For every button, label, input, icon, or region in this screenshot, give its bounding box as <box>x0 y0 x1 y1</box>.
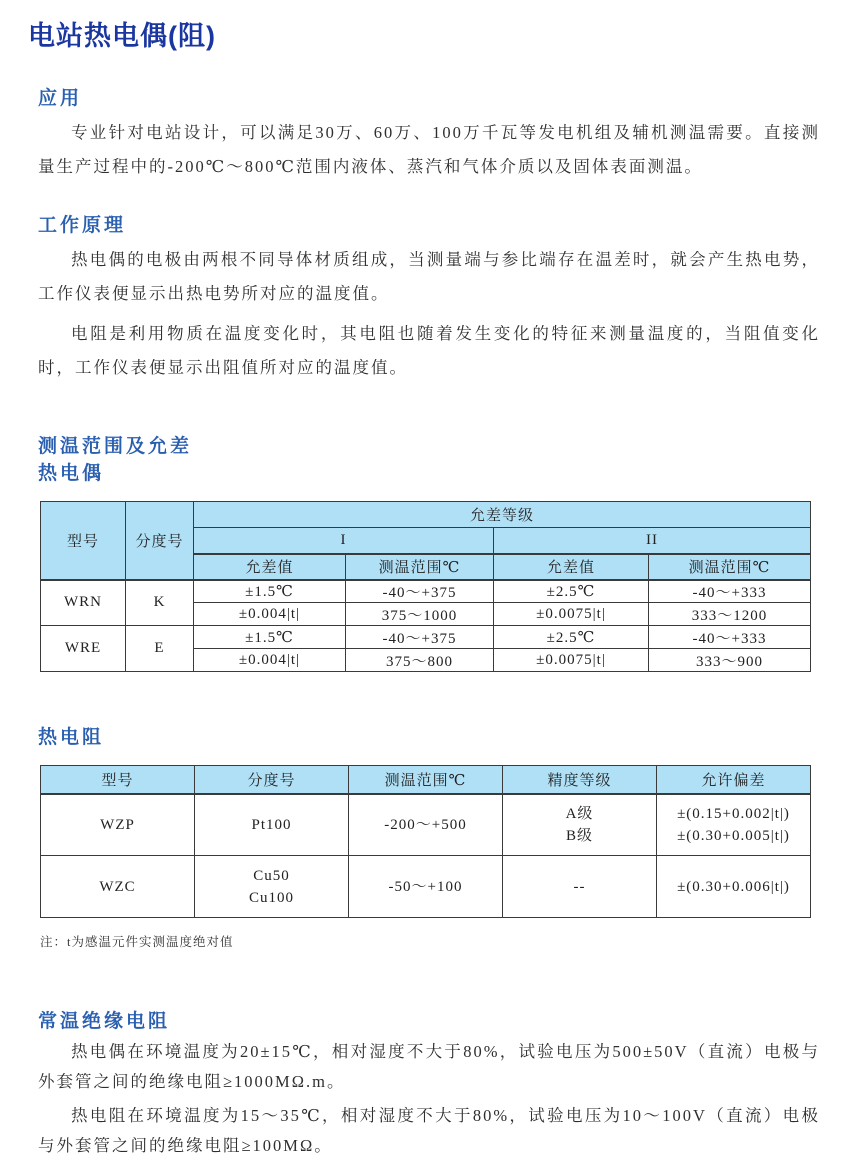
cell-value: -40～+375 <box>346 580 494 603</box>
cell-value: ±2.5℃ <box>494 626 649 649</box>
cell-value: ±2.5℃ <box>494 580 649 603</box>
col-header-class-II: II <box>494 528 811 554</box>
col-header-accuracy-class: 精度等级 <box>503 766 657 794</box>
cell-value: ±0.004|t| <box>194 649 346 672</box>
col-header-temp-range-II: 测温范围℃ <box>649 554 811 580</box>
cell-line: B级 <box>565 827 593 844</box>
cell-value: 375～1000 <box>346 603 494 626</box>
cell-deviation: ±(0.30+0.006|t|) <box>657 856 811 918</box>
cell-model-wre: WRE <box>41 626 126 672</box>
cell-model-wrn: WRN <box>41 580 126 626</box>
col-header-temp-range: 测温范围℃ <box>349 766 503 794</box>
insulation-paragraph-thermocouple: 热电偶在环境温度为20±15℃，相对湿度不大于80%，试验电压为500±50V（直流）电极与外套管之间的绝缘电阻≥1000MΩ.m。 <box>38 1042 820 1091</box>
cell-graduation: Pt100 <box>195 794 349 856</box>
cell-model-wzc: WZC <box>41 856 195 918</box>
col-header-model: 型号 <box>41 502 126 580</box>
principle-paragraph-resistance: 电阻是利用物质在温度变化时，其电阻也随着发生变化的特征来测量温度的，当阻值变化时，工作仪表便显示出阻值所对应的温度值。 <box>38 324 820 377</box>
cell-range: -50～+100 <box>349 856 503 918</box>
cell-value: -40～+333 <box>649 626 811 649</box>
section-heading-range-tolerance: 测温范围及允差 <box>38 436 193 457</box>
cell-value: ±1.5℃ <box>194 626 346 649</box>
col-header-model: 型号 <box>41 766 195 794</box>
cell-line: Cu50 <box>253 867 290 884</box>
table-row <box>41 856 811 918</box>
rtd-table <box>40 765 811 918</box>
cell-value: 333～900 <box>649 649 811 672</box>
cell-line: ±(0.15+0.002|t|) <box>677 805 790 822</box>
col-header-graduation: 分度号 <box>195 766 349 794</box>
table-row <box>41 794 811 856</box>
col-header-class-I: I <box>194 528 494 554</box>
cell-range: -200～+500 <box>349 794 503 856</box>
cell-deviation <box>657 794 811 856</box>
cell-line: A级 <box>565 805 594 822</box>
subheading-thermocouple: 热电偶 <box>38 463 105 484</box>
cell-value: 333～1200 <box>649 603 811 626</box>
cell-graduation-e: E <box>126 626 194 672</box>
cell-value: 375～800 <box>346 649 494 672</box>
table-row <box>41 580 811 603</box>
cell-graduation <box>195 856 349 918</box>
col-header-allowed-deviation: 允许偏差 <box>657 766 811 794</box>
cell-value: ±0.0075|t| <box>494 649 649 672</box>
cell-value: ±1.5℃ <box>194 580 346 603</box>
col-header-tolerance-class: 允差等级 <box>194 502 811 528</box>
cell-line: ±(0.30+0.005|t|) <box>677 827 790 844</box>
table-row <box>41 626 811 649</box>
section-heading-principle: 工作原理 <box>38 215 127 236</box>
col-header-graduation: 分度号 <box>126 502 194 580</box>
cell-line: Cu100 <box>248 889 294 906</box>
insulation-paragraph-rtd: 热电阻在环境温度为15～35℃，相对湿度不大于80%，试验电压为10～100V（直流）电极与外套管之间的绝缘电阻≥100MΩ。 <box>38 1106 820 1155</box>
cell-value: -40～+333 <box>649 580 811 603</box>
cell-value: ±0.0075|t| <box>494 603 649 626</box>
col-header-tolerance-value-II: 允差值 <box>494 554 649 580</box>
col-header-tolerance-value-I: 允差值 <box>194 554 346 580</box>
application-paragraph: 专业针对电站设计，可以满足30万、60万、100万千瓦等发电机组及辅机测温需要。直接测量生产过程中的-200℃～800℃范围内液体、蒸汽和气体介质以及固体表面测温。 <box>38 123 820 176</box>
thermocouple-tolerance-table <box>40 501 811 672</box>
section-heading-rtd: 热电阻 <box>38 727 105 748</box>
table-footnote: 注：t为感温元件实测温度绝对值 <box>40 935 234 949</box>
page-title: 电站热电偶(阻) <box>28 21 216 51</box>
cell-value: -40～+375 <box>346 626 494 649</box>
cell-value: ±0.004|t| <box>194 603 346 626</box>
section-heading-application: 应用 <box>38 88 83 109</box>
cell-graduation-k: K <box>126 580 194 626</box>
section-heading-insulation: 常温绝缘电阻 <box>38 1011 171 1032</box>
col-header-temp-range-I: 测温范围℃ <box>346 554 494 580</box>
cell-model-wzp: WZP <box>41 794 195 856</box>
cell-accuracy-class: -- <box>503 856 657 918</box>
principle-paragraph-thermocouple: 热电偶的电极由两根不同导体材质组成，当测量端与参比端存在温差时，就会产生热电势，工作仪表便显示出热电势所对应的温度值。 <box>38 250 820 303</box>
cell-accuracy-class <box>503 794 657 856</box>
